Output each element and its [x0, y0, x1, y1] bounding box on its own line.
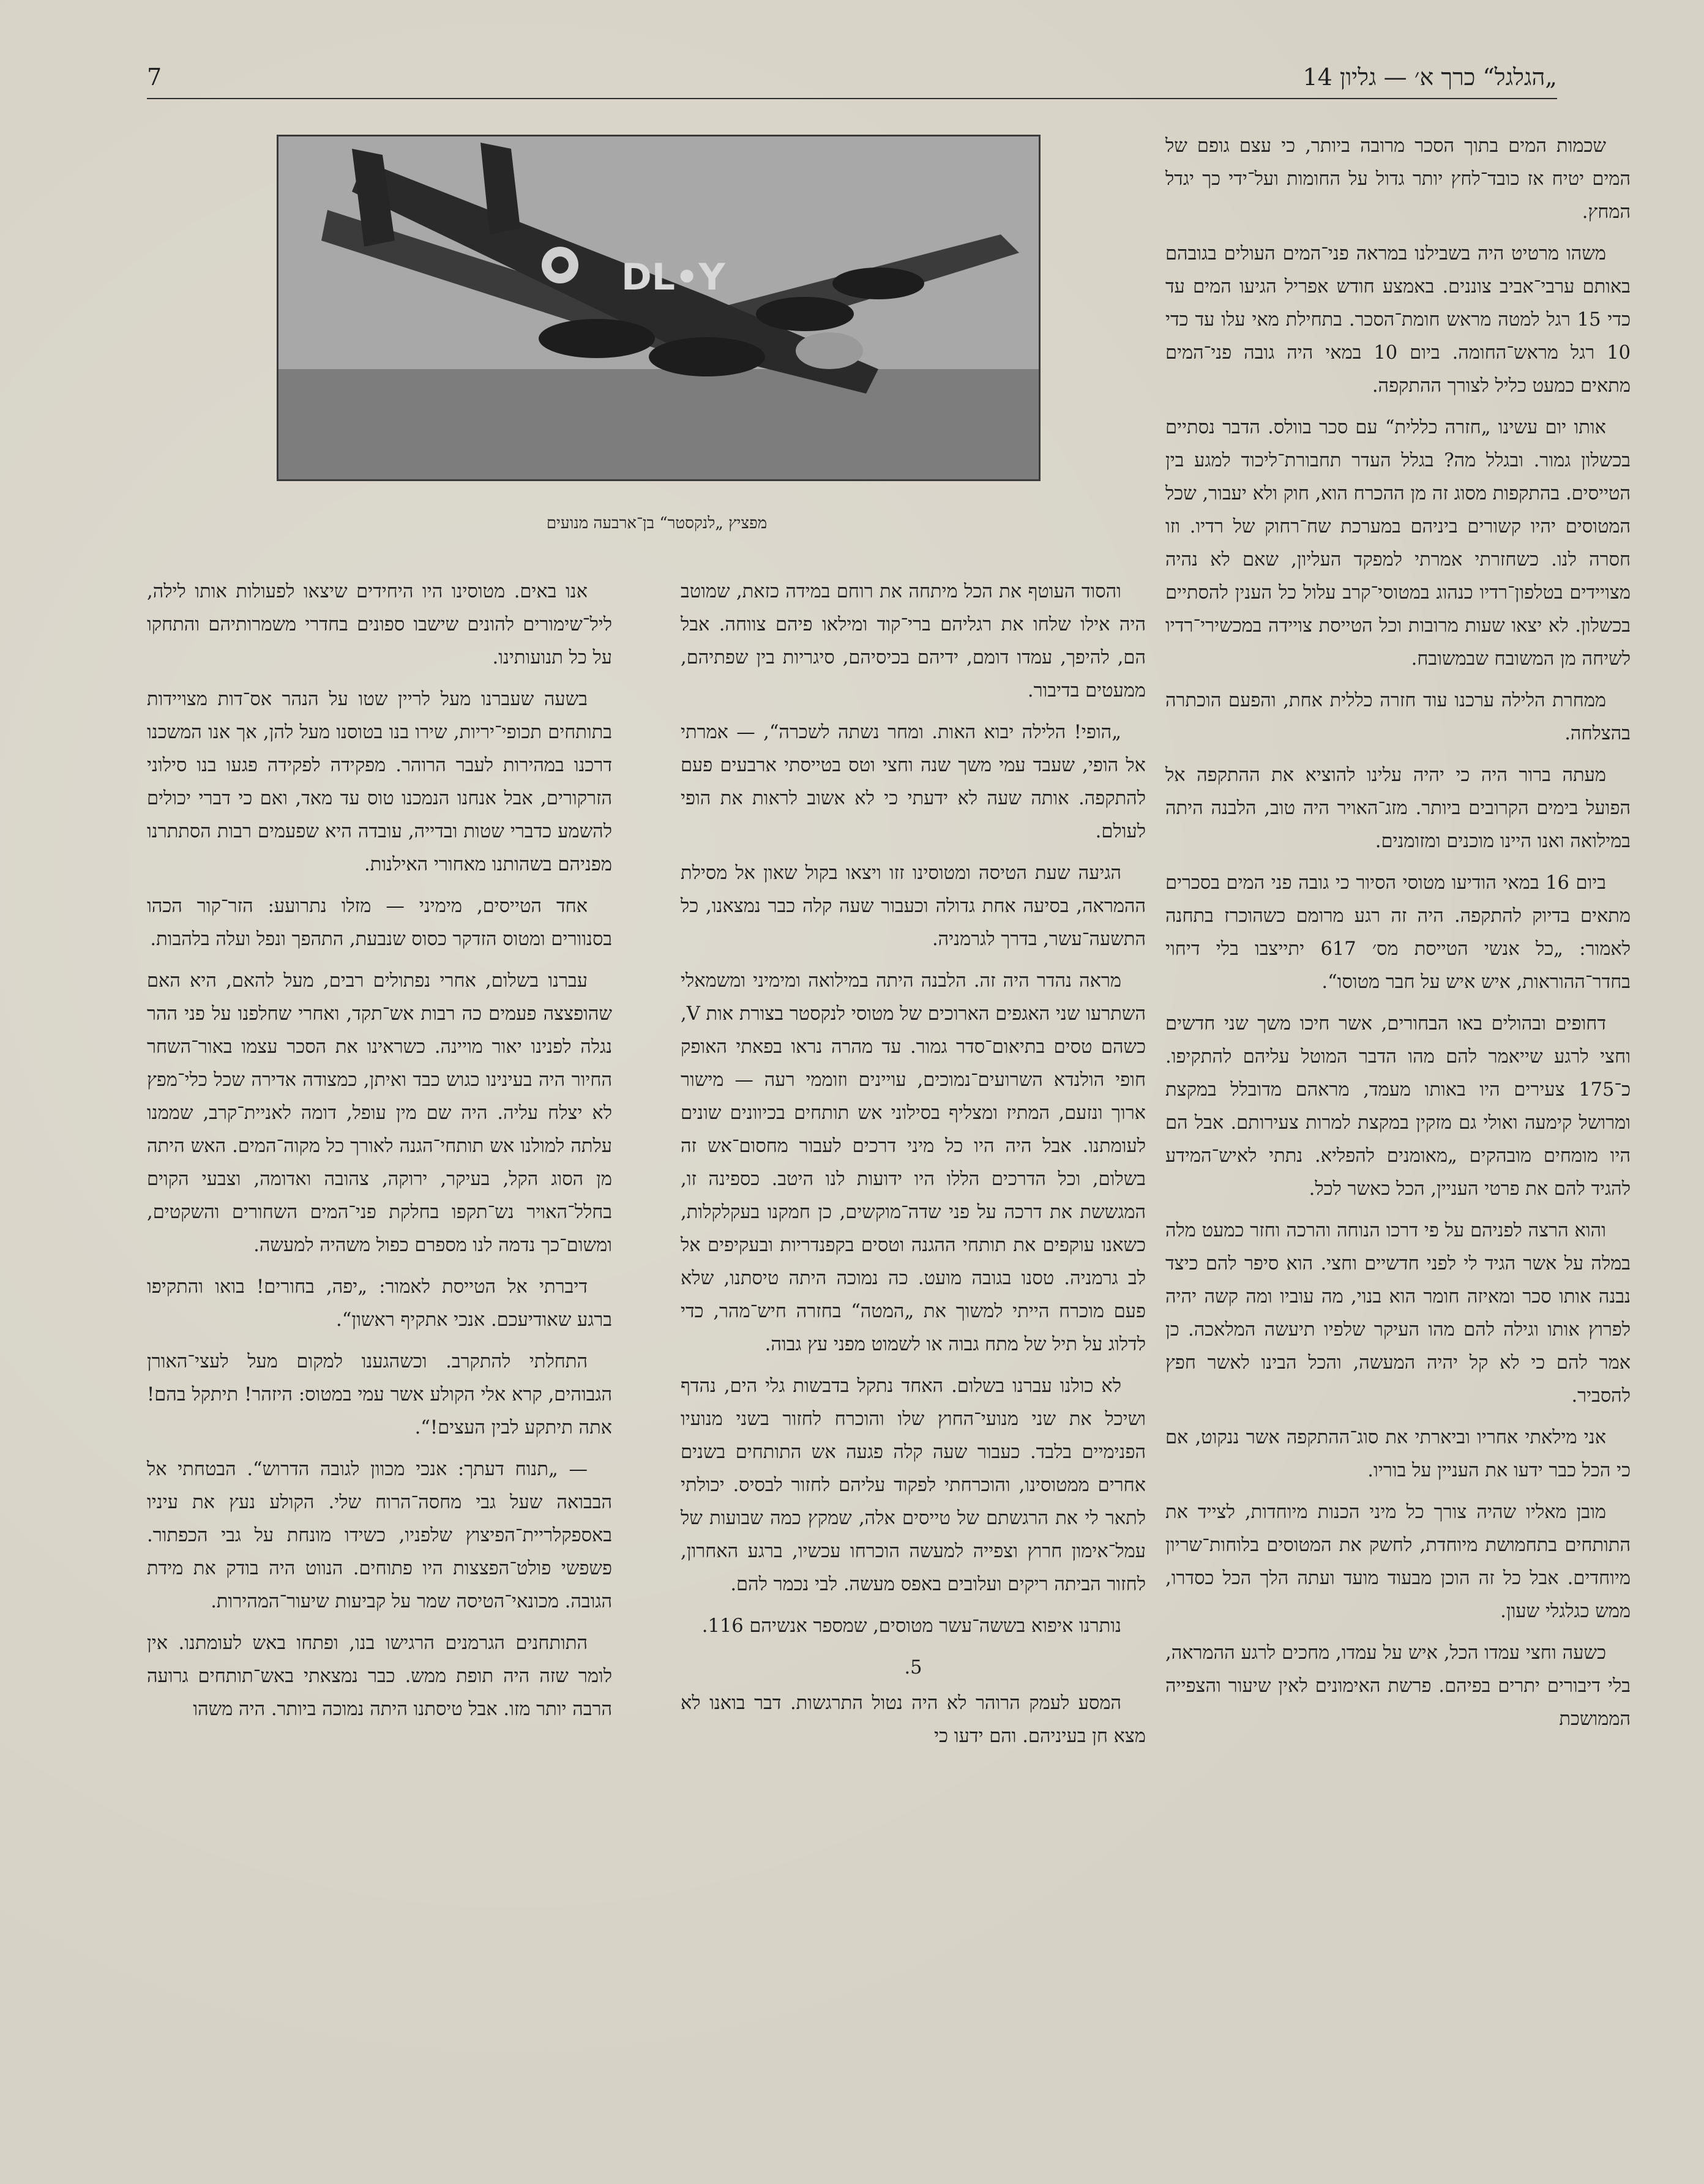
paragraph: אנו באים. מטוסינו היו היחידים שיצאו לפעולות אותו לילה, ליל־שימורים להונים שישבו ספונים בחדרי משמרותיהם והתחקו על כל תנועותינו. [147, 581, 612, 668]
paragraph: התותחנים הגרמנים הרגישו בנו, ופתחו באש לעומתנו. אין לומר שזה היה תופת ממש. כבר נמצאתי באש־תותחים גרועה הרבה יותר מזו. אבל טיסתנו היתה נמוכה ביותר. היה משהו [147, 1632, 612, 1720]
photo-caption: מפציץ „לנקסטר“ בן־ארבעה מנועים [546, 514, 768, 533]
paragraph: בשעה שעברנו מעל לריין שטו על הנהר אס־דות מצויידות בתותחים תכופי־יריות, שירו בנו בטוסנו מעל להן, אך אנו המשכנו דרכנו במהירות לעבר הרוהר. מפקידה לפקידה פגעו בנו סילוני הזרקורים, אבל אנחנו הנמכנו טוס עד מאד, ואם כי דברי יכולים להשמע כדברי שטות ובדייה, עובדה היא שפעמים רבות הסתתרנו מפניהם בשהותנו מאחורי האילנות. [147, 689, 612, 875]
aircraft-illustration [278, 136, 1039, 479]
page-header [147, 61, 1557, 99]
paragraph: כשעה וחצי עמדו הכל, איש על עמדו, מחכים לרגע ההמראה, בלי דיבורים יתרים בפיהם. פרשת האימונים לאין שיעור והצפייה הממושכת [1165, 1642, 1631, 1730]
text-column-left [147, 575, 612, 2167]
paragraph: המסע לעמק הרוהר לא היה נטול התרגשות. דבר בואנו לא מצא חן בעיניהם. והם ידעו כי [681, 1692, 1146, 1747]
paragraph: ממחרת הלילה ערכנו עוד חזרה כללית אחת, והפעם הוכתרה בהצלחה. [1165, 690, 1631, 744]
running-head: „הגלגל“ כרך א׳ — גליון 14 [1302, 64, 1557, 91]
paragraph: לא כולנו עברנו בשלום. האחד נתקל בדבשות גלי הים, נהדף ושיכל את שני מנועי־החוץ שלו והוכרח לחזור בשני מנועיו הפנימיים בלבד. כעבור שעה קלה פגעה אש התותחים בשנים אחרים ממטוסינו, והוכרחתי לפקוד עליהם לחזור לבסיס. יכולתי לתאר לי את הרגשתם של טייסים אלה, שמקץ כמה שבועות של עמל־אימון חרוץ וצפייה למעשה הוכרחו עכשיו, ברגע האחרון, לחזור הביתה ריקים ועלובים באפס מעשה. לבי נכמר להם. [681, 1375, 1146, 1595]
paragraph: התחלתי להתקרב. וכשהגענו למקום מעל לעצי־האורן הגבוהים, קרא אלי הקולע אשר עמי במטוס: היזהר! תיתקל בהם! אתה תיתקע לבין העצים!“. [147, 1351, 612, 1438]
paragraph: והוא הרצה לפניהם על פי דרכו הנוחה והרכה וחזר כמעט מלה במלה על אשר הגיד לי לפני חדשיים וחצי. הוא סיפר להם כיצד נבנה אותו סכר ומאיזה חומר הוא בנוי, מה עוביו ומה קשה יהיה לפרוץ אותו וגילה להם מהו העיקר שלפיו תיעשה המלאכה. כן אמר להם כי לא קל יהיה המעשה, והכל הבינו לאשר חפץ להסביר. [1165, 1220, 1631, 1407]
paragraph: אני מילאתי אחריו וביארתי את סוג־ההתקפה אשר ננקוט, אם כי הכל כבר ידעו את העניין על בוריו. [1165, 1427, 1631, 1481]
paragraph: מובן מאליו שהיה צורך כל מיני הכנות מיוחדות, לצייד את התותחים בתחמושת מיוחדת, לחשק את המטוסים בלוחות־שריון מיוחדים. אבל כל זה הוכן מבעוד מועד ועתה הלך הכל כסדרו, ממש כגלגלי שעון. [1165, 1502, 1631, 1622]
paragraph: מעתה ברור היה כי יהיה עלינו להוציא את ההתקפה אל הפועל בימים הקרובים ביותר. מזג־האויר היה טוב, הלבנה היתה במילואה ואנו היינו מוכנים ומזומנים. [1165, 765, 1631, 852]
paragraph: דחופים ובהולים באו הבחורים, אשר חיכו משך שני חדשים וחצי לרגע שייאמר להם מהו הדבר המוטל עליהם להתקיפו. כ־175 צעירים היו באותו מעמד, מראהם מדובלל במקצת ומרושל קימעה ואולי גם מזקין במקצת למרות צעירותם. אבל הם היו מומחים מובהקים „מאומנים להפליא. נתתי לאיש־המידע להגיד להם את פרטי העניין, הכל כאשר לכל. [1165, 1013, 1631, 1200]
paragraph: מראה נהדר היה זה. הלבנה היתה במילואה ומימיני ומשמאלי השתרעו שני האגפים הארוכים של מטוסי לנקסטר בצורת אות V, כשהם טסים בתיאום־סדר גמור. עד מהרה נראו בפאתי האופק חופי הולנדא השרועים־נמוכים, עויינים וזוממי רעה — מישור ארוך ונזעם, המתיז ומצליף בסילוני אש תותחים בכיוונים שונים לעומתנו. אבל היה היו כל מיני דרכים לעבור מחסום־אש זה בשלום, וכל הדרכים הללו היו ידועות לנו היטב. כספינה זו, המגששת את דרכה על פני שדה־מוקשים, כן חמקנו בעקלקלות, כשאנו עוקפים את תותחי ההגנה וטסים בקפנדריות ובעקיפים אל לב גרמניה. טסנו בגובה מועט. כה נמוכה היתה טיסתנו, שלא פעם מוכרח הייתי למשוך את „המטה“ בחזרה חיש־מהר, כדי לדלוג על תיל של מתח גבוה או לשמוט מפני עץ גבוה. [681, 970, 1146, 1355]
lancaster-bomber-photo [277, 135, 1041, 481]
page-number: 7 [147, 64, 162, 91]
paragraph: — „תנוח דעתך: אנכי מכוון לגובה הדרוש“. הבטחתי אל הבבואה שעל גבי מחסה־הרוח שלי. הקולע נעץ את עיניו באספקלריית־הפיצוץ שלפניו, כשידו מונחת על גבי הכפתור. פשפשי פולט־הפצצות היו פתוחים. הנווט היה בודק את מידת הגובה. מכונאי־הטיסה שמר על קביעות שיעור־המהירות. [147, 1459, 612, 1612]
section-number: 5. [904, 1657, 922, 1678]
paragraph: נותרנו איפוא בששה־עשר מטוסים, שמספר אנשיהם 116. [701, 1615, 1121, 1637]
paragraph: דיברתי אל הטייסת לאמור: „יפה, בחורים! בואו והתקיפו ברגע שאודיעכם. אנכי אתקיף ראשון“. [147, 1276, 612, 1331]
paragraph: שכמות המים בתוך הסכר מרובה ביותר, כי עצם גופם של המים יטיח אז כובד־לחץ יותר גדול על החומות ועל־ידי כך יגדל המחץ. [1165, 135, 1631, 223]
paragraph: ביום 16 במאי הודיעו מטוסי הסיור כי גובה פני המים בסכרים מתאים בדיוק להתקפה. היה זה רגע מרומם כשהוכרז בתחנה לאמור: „כל אנשי הטייסת מס׳ 617 יתייצבו בלי דיחוי בחדר־ההוראות, איש איש על חבר מטוסו“. [1165, 872, 1631, 993]
paragraph: אותו יום עשינו „חזרה כללית“ עם סכר בוולס. הדבר נסתיים בכשלון גמור. ובגלל מה? בגלל העדר תחבורת־ליכוד למגע בין הטייסים. בהתקפות מסוג זה מן ההכרח הוא, חוק ולא יעבור, שכל המטוסים יהיו קשורים ביניהם במערכת שח־רחוק של רדיו. וזו חסרה לנו. כשחזרתי אמרתי למפקד העליון, שאם לא נהיה מצויידים בטלפון־רדיו כנהוג במטוסי־קרב עלול כל הענין להסתיים בכשלון. לא יצאו שעות מרובות וכל הטייסת צויידה במכשירי־רדיו לשיחה מן המשובח שבמשובח. [1165, 417, 1631, 670]
aircraft-marking: DL•Y [621, 256, 725, 299]
paragraph: והסוד העוטף את הכל מיתחה את רוחם במידה כזאת, שמוטב היה אילו שלחו את רגליהם ברי־קוד ומילאו פיהם צווחה. אבל הם, להיפך, עמדו דומם, ידיהם בכיסיהם, סיגריות בין שפתיהם, ממעטים בדיבור. [681, 581, 1146, 701]
paragraph: משהו מרטיט היה בשבילנו במראה פני־המים העולים בגובהם באותם ערבי־אביב צוננים. באמצע חודש אפריל הגיעו המים עד כדי 15 רגל למטה מראש חומת־הסכר. בתחילת מאי עלו עד כדי 10 רגל מראש־החומה. ביום 10 במאי היה גובה פני־המים מתאים כמעט כליל לצורך ההתקפה. [1165, 243, 1631, 397]
paragraph: הגיעה שעת הטיסה ומטוסינו זזו ויצאו בקול שאון אל מסילת ההמראה, בסיעה אחת גדולה וכעבור שעה קלה כבר נמצאנו, כל התשעה־עשר, בדרך לגרמניה. [681, 862, 1146, 950]
text-column-middle [681, 575, 1146, 2167]
paragraph: עברנו בשלום, אחרי נפתולים רבים, מעל להאם, היא האם שהופצצה פעמים כה רבות אש־תקד, ואחרי שחלפנו על פני ההר נגלה לפנינו יאור מויינה. כשראינו את הסכר עצמו באור־השחר החיור היה בעינינו כגוש כבד ואיתן, כמצודה אדירה שכל כלי־מפץ לא יצלח עליה. היה שם מין עופל, דומה לאניית־קרב, שממנו עלתה למולנו אש תותחי־הגנה לאורך כל מקוה־המים. האש היתה מן הסוג הקל, בעיקר, ירוקה, צהובה ואדומה, וצבעי הקוים בחלל־האויר נש־תקפו בחלקת פני־המים השחורים והשקטים, ומשום־כך נדמה לנו מספרם כפול משהיה למעשה. [147, 970, 612, 1256]
paragraph: „הופי! הלילה יבוא האות. ומחר נשתה לשכרה“, — אמרתי אל הופי, שעבד עמי משך שנה וחצי וטס בטייסתי ארבעים פעם להתקפה. אותה שעה לא ידעתי כי לא אשוב לראות את הופי לעולם. [681, 722, 1146, 842]
text-column-right [1165, 130, 1631, 2168]
paragraph: אחד הטייסים, מימיני — מזלו נתרועע: הזר־קור הכהו בסנוורים ומטוס הזדקר כסוס שנבעת, התהפך ונפל ועלה בלהבות. [147, 896, 612, 950]
